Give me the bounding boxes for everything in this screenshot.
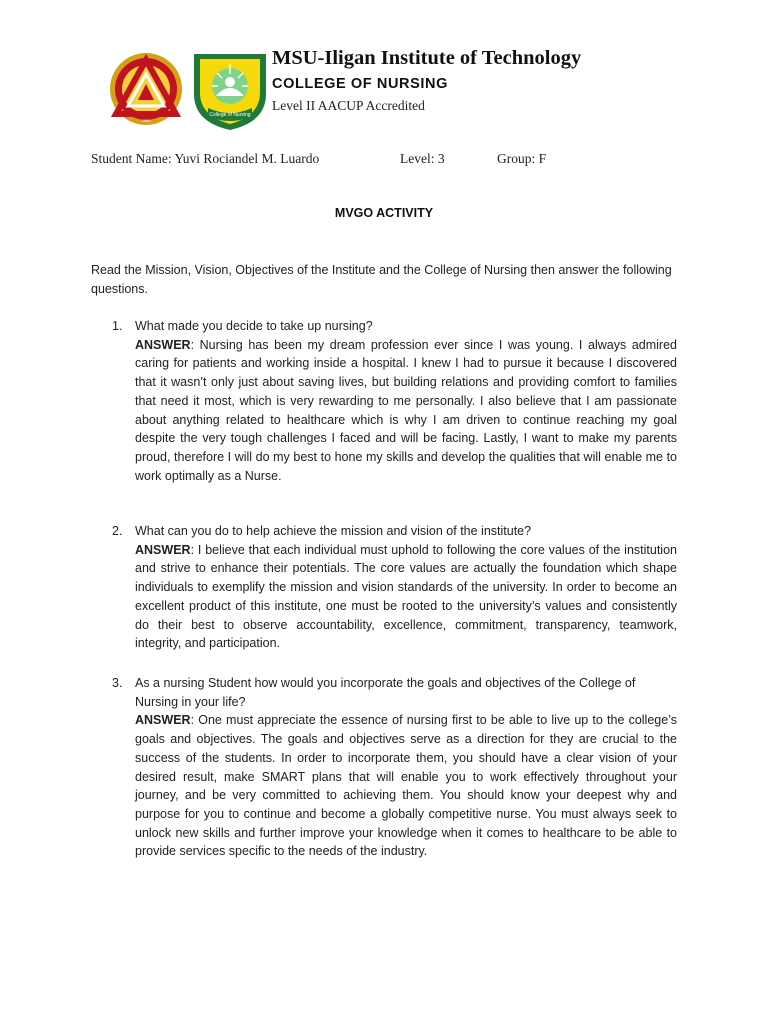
institute-title: MSU-Iligan Institute of Technology <box>272 47 582 69</box>
answer-label: ANSWER <box>135 337 191 352</box>
question-text: What can you do to help achieve the mission and vision of the institute? <box>135 524 532 538</box>
group-field <box>497 151 546 167</box>
level-label: Level: <box>400 151 435 166</box>
college-of-nursing-seal-icon <box>194 54 266 130</box>
student-name-field <box>91 151 319 167</box>
question-text: As a nursing Student how would you incorporate the goals and objectives of the College of Nursing in your life? <box>135 676 636 709</box>
answer-text: : I believe that each individual must uphold to following the core values of the institution and strive to enhance their potentials. The core values are actually the foundation which shape individuals to exemplify the mission and vision standards of the university. In order to become an excellent product of this institute, one must be rooted to the university’s values and consistently do their best to observe accountability, excellence, commitment, transparency, teamwork, integrity, and participation. <box>135 542 677 651</box>
question-number: 3. <box>112 676 123 690</box>
msu-iit-seal-icon <box>110 53 182 125</box>
logos <box>108 46 272 132</box>
level-field <box>400 151 445 167</box>
answer-paragraph <box>135 541 677 653</box>
college-title: COLLEGE OF NURSING <box>272 76 448 92</box>
accreditation-text: Level II AACUP Accredited <box>272 98 425 113</box>
answer-text: : One must appreciate the essence of nursing first to be able to live up to the college’s goals and objectives. The goals and objectives serve as a direction for they are crucial to the success of the students. In order to incorporate them, you should have a clear vision of your desired result, make SMART plans that will enable you to work effectively throughout your journey, and be very committed to achieving them. You should know your deepest why and purpose for you to continue and become a globally competitive nurse. You must always seek to unlock new skills and further improve your knowledge when it comes to healthcare to be able to provide services specific to the needs of the industry. <box>135 713 677 859</box>
question-number: 1. <box>112 319 123 333</box>
answer-paragraph <box>135 336 677 486</box>
seal-year: 1968 <box>141 118 151 123</box>
answer-label: ANSWER <box>135 713 191 728</box>
student-name-value: Yuvi Rociandel M. Luardo <box>174 151 320 166</box>
group-label: Group: <box>497 151 536 166</box>
answer-paragraph <box>135 711 677 861</box>
student-name-label: Student Name: <box>91 151 172 166</box>
level-value: 3 <box>437 151 445 166</box>
college-seal-text: College of Nursing <box>209 112 251 118</box>
question-text: What made you decide to take up nursing? <box>135 319 373 333</box>
intro-paragraph: Read the Mission, Vision, Objectives of the Institute and the College of Nursing then answer the following questions. <box>91 263 672 296</box>
answer-label: ANSWER <box>135 542 191 557</box>
answer-text: : Nursing has been my dream profession ever since I was young. I always admired caring for patients and working inside a hospital. I knew I had to pursue it because I discovered that it wasn’t only just about saving lives, but building relations and providing comfort to families that need it most, which is very rewarding to me personally. I also believe that I am passionate about anything related to healthcare which is why I am driven to continue reaching my goal despite the very tough challenges I faced and will be facing. Lastly, I want to make my parents proud, therefore I will do my best to hone my skills and develop the qualities that will enable me to work optimally as a Nurse. <box>135 337 677 483</box>
activity-title: MVGO ACTIVITY <box>334 206 434 220</box>
question-number: 2. <box>112 524 123 538</box>
group-value: F <box>538 151 547 166</box>
